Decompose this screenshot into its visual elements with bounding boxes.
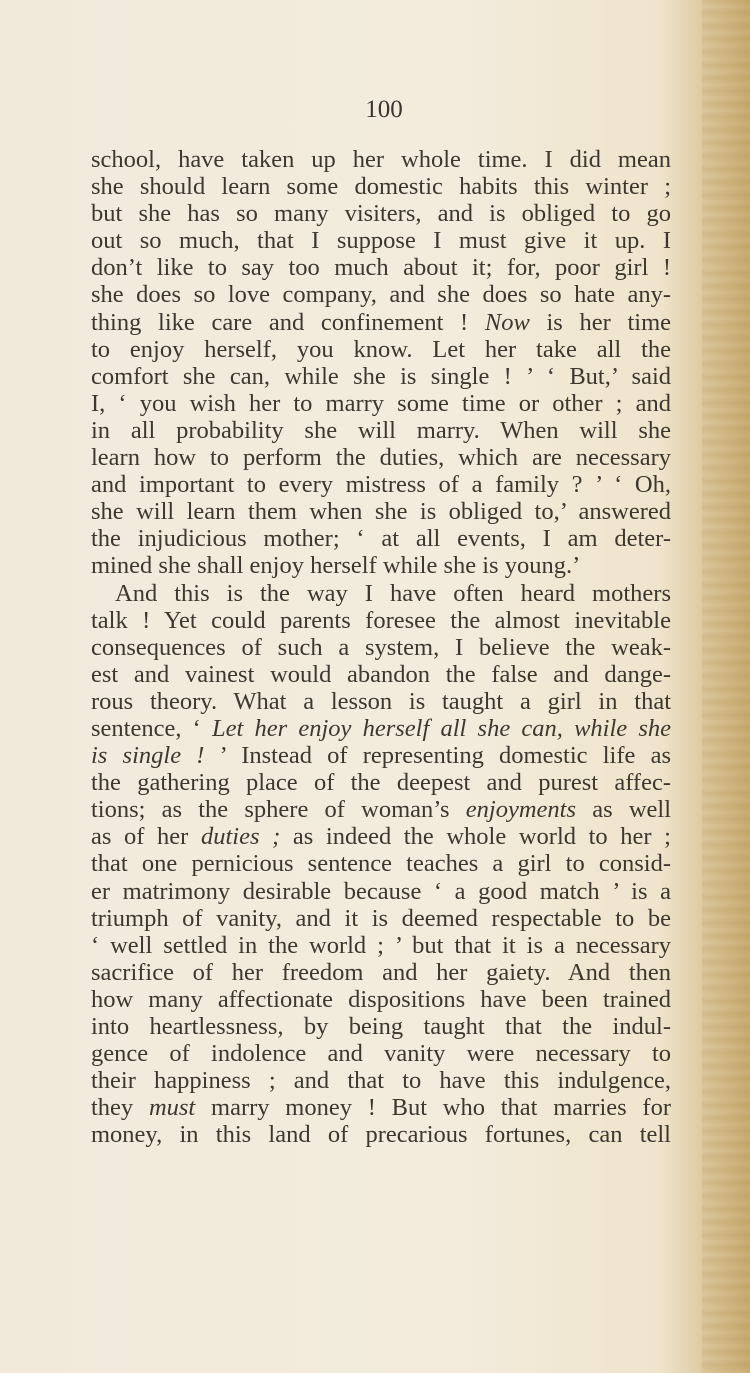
text-line <box>91 634 671 661</box>
text-run: er matrimony desirable because ‘ a good match ’ is a <box>91 877 671 905</box>
text-run: school, have taken up her whole time. I did mean <box>91 146 671 173</box>
text-line <box>91 661 671 688</box>
text-line <box>91 986 671 1013</box>
text-run: the gathering place of the deepest and purest affec- <box>91 769 671 797</box>
text-run: out so much, that I suppose I must give it up. I <box>91 227 671 255</box>
text-line <box>91 1040 671 1067</box>
text-line <box>91 146 671 173</box>
text-line <box>91 417 671 444</box>
text-line <box>91 905 671 932</box>
text-line <box>91 932 671 959</box>
text-line <box>91 715 671 742</box>
text-run: the injudicious mother; ‘ at all events, I am deter- <box>91 525 671 553</box>
text-line <box>91 878 671 905</box>
text-run: thing like care and confinement ! <box>91 308 485 336</box>
text-run: tions; as the sphere of woman’s <box>91 796 466 824</box>
text-line <box>91 444 671 471</box>
text-line <box>91 688 671 715</box>
text-run: but she has so many visiters, and is obliged to go <box>91 200 671 228</box>
text-line <box>91 309 671 336</box>
text-run: talk ! Yet could parents foresee the almost inevitable <box>91 606 671 634</box>
text-run: as indeed the whole world to her ; <box>280 823 671 851</box>
text-line <box>91 769 671 796</box>
text-run: sacrifice of her freedom and her gaiety. And then <box>91 958 671 986</box>
text-run: ’ Instead of representing domestic life as <box>204 742 671 770</box>
text-line <box>91 227 671 254</box>
text-line <box>91 552 671 579</box>
text-line <box>91 959 671 986</box>
italic-text: Now <box>484 308 530 336</box>
italic-text: enjoyments <box>465 796 577 824</box>
text-run: ‘ well settled in the world ; ’ but that it is a necessary <box>91 931 671 959</box>
italic-text: is single ! <box>91 742 205 770</box>
text-line <box>91 1094 671 1121</box>
text-run: sentence, ‘ <box>91 714 213 742</box>
text-run: comfort she can, while she is single ! ’ ‘ But,’ said <box>91 362 671 390</box>
text-line <box>91 525 671 552</box>
text-run: into heartlessness, by being taught that the indul- <box>91 1013 671 1040</box>
text-run: I, ‘ you wish her to marry some time or other ; and <box>91 389 671 417</box>
text-line <box>91 200 671 227</box>
text-line <box>91 254 671 281</box>
text-run: to enjoy herself, you know. Let her take all the <box>91 335 671 363</box>
text-run: money, in this land of precarious fortunes, can tell <box>91 1121 671 1149</box>
text-run: how many affectionate dispositions have been trained <box>91 985 671 1013</box>
text-line <box>91 742 671 769</box>
text-run: triumph of vanity, and it is deemed respectable to be <box>91 904 671 932</box>
text-line <box>91 1121 671 1148</box>
text-run: gence of indolence and vanity were necessary to <box>91 1040 671 1068</box>
text-run: they <box>91 1094 149 1122</box>
text-run: marry money ! But who that marries for <box>195 1094 672 1122</box>
text-line <box>91 580 671 607</box>
text-line <box>91 850 671 877</box>
text-run: she does so love company, and she does so hate any- <box>91 281 671 309</box>
text-run: est and vainest would abandon the false and dange- <box>91 660 671 688</box>
text-run: consequences of such a system, I believe the weak- <box>91 633 671 661</box>
text-run: as well <box>576 796 671 824</box>
text-line <box>91 796 671 823</box>
text-line <box>91 363 671 390</box>
text-run: and important to every mistress of a family ? ’ ‘ Oh, <box>91 471 671 499</box>
page-edge-shading <box>702 0 750 1373</box>
text-line <box>91 1013 671 1040</box>
text-line <box>91 281 671 308</box>
text-run: that one pernicious sentence teaches a girl to consid- <box>91 850 671 878</box>
text-run: their happiness ; and that to have this indulgence, <box>91 1067 671 1095</box>
text-run: rous theory. What a lesson is taught a girl in that <box>91 687 671 715</box>
text-line <box>91 823 671 850</box>
page-number: 100 <box>365 96 403 123</box>
text-run: learn how to perform the duties, which are necessary <box>91 444 671 472</box>
text-line <box>91 1067 671 1094</box>
italic-text: must <box>148 1094 196 1122</box>
italic-text: duties ; <box>200 823 281 851</box>
text-run: she should learn some domestic habits this winter ; <box>91 173 671 201</box>
text-run: as of her <box>91 823 201 851</box>
text-run: she will learn them when she is obliged to,’ answered <box>91 498 671 526</box>
body-text <box>91 146 671 1148</box>
text-run: is her time <box>529 308 672 336</box>
text-line <box>91 471 671 498</box>
text-run: don’t like to say too much about it; for, poor girl ! <box>91 254 671 282</box>
text-run: in all probability she will marry. When will she <box>91 416 671 444</box>
text-line <box>91 173 671 200</box>
text-line <box>91 336 671 363</box>
text-run: And this is the way I have often heard mothers <box>115 579 671 607</box>
text-line <box>91 607 671 634</box>
italic-text: Let her enjoy herself all she can, while she <box>212 714 672 742</box>
text-line <box>91 390 671 417</box>
text-line <box>91 498 671 525</box>
text-run: mined she shall enjoy herself while she is young.’ <box>91 552 581 580</box>
